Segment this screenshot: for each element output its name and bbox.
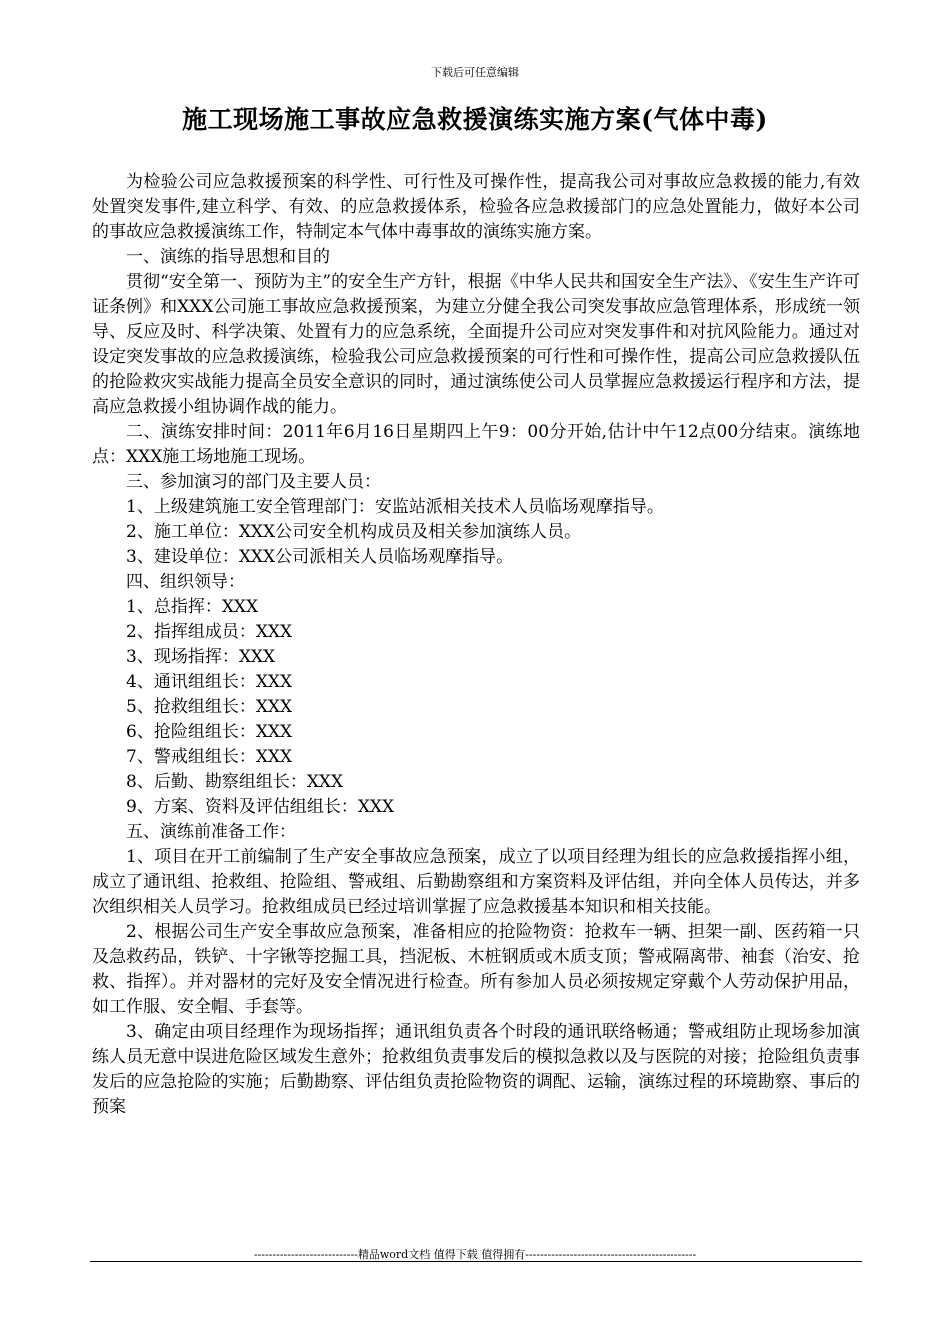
list-item: 6、抢险组组长：XXX [126,722,293,742]
list-item: 3、现场指挥：XXX [126,647,276,667]
footer-divider [90,1261,862,1262]
list-item: 9、方案、资料及评估组组长：XXX [126,797,395,817]
list-item: 8、后勤、勘察组组长：XXX [126,772,344,792]
document-title: 施工现场施工事故应急救援演练实施方案(气体中毒) [182,105,768,134]
section-heading-3: 三、参加演习的部门及主要人员： [126,472,381,492]
paragraph-prep-2: 2、根据公司生产安全事故应急预案，准备相应的抢险物资：抢救车一辆、担架一副、医药箱一只及急救药品，铁铲、十字锹等挖掘工具，挡泥板、木桩钢质或木质支顶；警戒隔离带、袖套（治安、抢救、指挥）。并对器材的完好及安全情况进行检查。所有参加人员必须按规定穿戴个人劳动保护用品，如工作服、安全帽、手套等。 [92,922,860,1017]
list-item: 1、总指挥：XXX [126,597,259,617]
document-body [92,170,860,1120]
section-heading-5: 五、演练前准备工作： [126,822,296,842]
section-heading-1: 一、演练的指导思想和目的 [126,247,330,267]
list-item: 3、建设单位：XXX公司派相关人员临场观摩指导。 [126,547,514,567]
paragraph-prep-3: 3、确定由项目经理作为现场指挥；通讯组负责各个时段的通讯联络畅通；警戒组防止现场参加演练人员无意中误进危险区域发生意外；抢救组负责事发后的模拟急救以及与医院的对接；抢险组负责事发后的应急抢险的实施；后勤勘察、评估组负责抢险物资的调配、运输，演练过程的环境勘察、事后的预案 [92,1022,860,1117]
list-item: 4、通讯组组长：XXX [126,672,293,692]
paragraph-intro: 为检验公司应急救援预案的科学性、可行性及可操作性，提高我公司对事故应急救援的能力,有效处置突发事件,建立科学、有效、的应急救援体系，检验各应急救援部门的应急处置能力，做好本公司的事故应急救援演练工作，特制定本气体中毒事故的演练实施方案。 [92,172,860,242]
section-heading-2-schedule: 二、演练安排时间：2011年6月16日星期四上午9：00分开始,估计中午12点00分结束。演练地点：XXX施工场地施工现场。 [92,422,860,467]
paragraph-prep-1: 1、项目在开工前编制了生产安全事故应急预案，成立了以项目经理为组长的应急救援指挥小组，成立了通讯组、抢救组、抢险组、警戒组、后勤勘察组和方案资料及评估组，并向全体人员传达，并多次组织相关人员学习。抢救组成员已经过培训掌握了应急救援基本知识和相关技能。 [92,847,860,917]
section-heading-4: 四、组织领导： [126,572,245,592]
list-item: 2、施工单位：XXX公司安全机构成员及相关参加演练人员。 [126,522,582,542]
page-header-note: 下载后可任意编辑 [431,66,519,79]
list-item: 7、警戒组组长：XXX [126,747,293,767]
list-item: 1、上级建筑施工安全管理部门：安监站派相关技术人员临场观摩指导。 [126,497,664,517]
paragraph-guiding-thought: 贯彻“安全第一、预防为主”的安全生产方针，根据《中华人民共和国安全生产法》、《安生生产许可证条例》和XXX公司施工事故应急救援预案，为建立分健全我公司突发事故应急管理体系，形成统一领导、反应及时、科学决策、处置有力的应急系统，全面提升公司应对突发事件和对抗风险能力。通过对设定突发事故的应急救援演练，检验我公司应急救援预案的可行性和可操作性，提高公司应急救援队伍的抢险救灾实战能力提高全员安全意识的同时，通过演练使公司人员掌握应急救援运行程序和方法，提高应急救援小组协调作战的能力。 [92,272,860,417]
list-item: 2、指挥组成员：XXX [126,622,293,642]
list-item: 5、抢救组组长：XXX [126,697,293,717]
page-footer-text: ----------------------------精品word文档 值得下载 值得拥有---------------------------------------------- [253,1248,697,1261]
